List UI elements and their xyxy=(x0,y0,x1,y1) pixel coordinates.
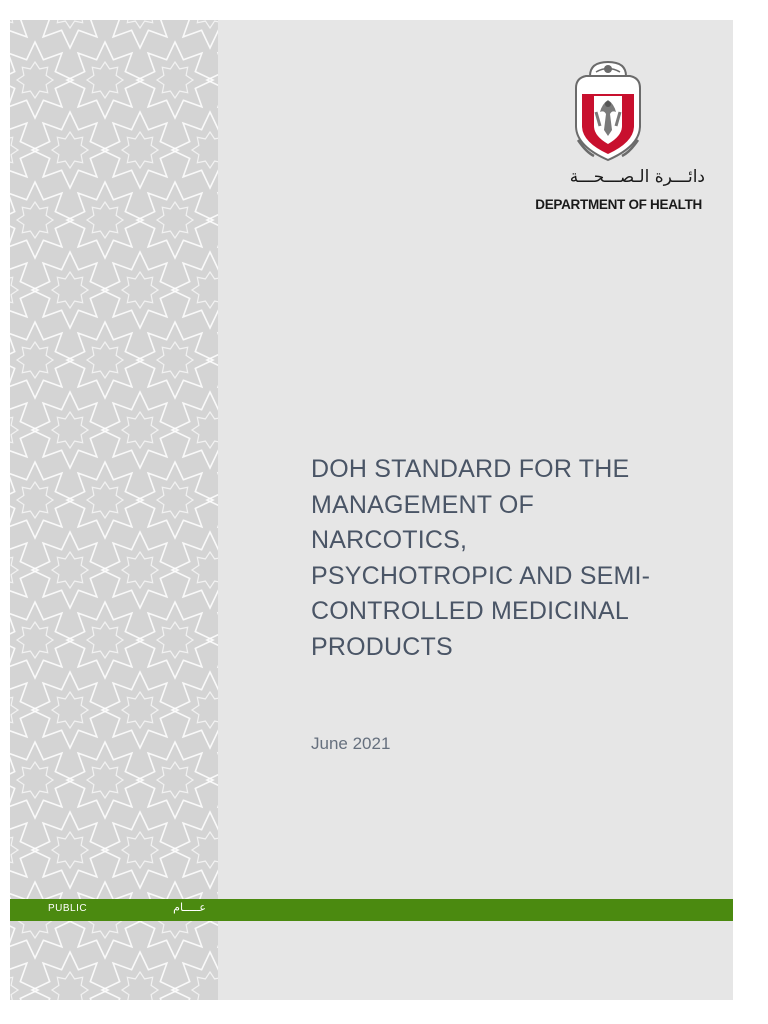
abu-dhabi-falcon-emblem-icon xyxy=(566,56,650,166)
pattern-star-inner xyxy=(192,972,218,1000)
pattern-star-inner xyxy=(122,552,158,588)
document-date: June 2021 xyxy=(311,734,391,753)
pattern-star xyxy=(32,532,108,608)
pattern-star-inner xyxy=(52,20,88,28)
pattern-star xyxy=(32,112,108,188)
pattern-star xyxy=(102,20,178,48)
pattern-star xyxy=(102,952,178,1000)
pattern-star-inner xyxy=(52,552,88,588)
pattern-star-inner xyxy=(157,762,193,798)
pattern-star-inner xyxy=(10,412,18,448)
pattern-star-inner xyxy=(192,832,218,868)
pattern-star-inner xyxy=(17,762,53,798)
pattern-star-inner xyxy=(10,692,18,728)
pattern-star-inner xyxy=(10,972,18,1000)
title-line: PSYCHOTROPIC AND SEMI- xyxy=(311,561,651,590)
pattern-star xyxy=(67,42,143,118)
pattern-star-inner xyxy=(122,972,158,1000)
pattern-star xyxy=(10,462,73,538)
document-title xyxy=(311,452,711,666)
pattern-star xyxy=(172,952,218,1000)
pattern-star-inner xyxy=(157,62,193,98)
pattern-star xyxy=(10,742,73,818)
pattern-star xyxy=(102,252,178,328)
pattern-star-inner xyxy=(17,622,53,658)
pattern-star-inner xyxy=(122,412,158,448)
pattern-star-inner xyxy=(52,832,88,868)
pattern-star xyxy=(10,322,73,398)
title-line: DOH STANDARD FOR THE xyxy=(311,455,630,483)
pattern-star xyxy=(102,812,178,888)
pattern-star-inner xyxy=(87,482,123,518)
pattern-star-inner xyxy=(17,202,53,238)
pattern-star xyxy=(67,322,143,398)
pattern-star-inner xyxy=(192,412,218,448)
pattern-star-inner xyxy=(122,692,158,728)
pattern-star xyxy=(67,602,143,678)
pattern-star xyxy=(67,462,143,538)
pattern-star-inner xyxy=(87,342,123,378)
pattern-star-inner xyxy=(10,20,18,28)
pattern-star xyxy=(32,20,108,48)
pattern-star-inner xyxy=(192,132,218,168)
pattern-star-inner xyxy=(10,272,18,308)
pattern-star-inner xyxy=(10,552,18,588)
pattern-star-inner xyxy=(10,132,18,168)
islamic-star-pattern xyxy=(10,20,218,1000)
pattern-star-inner xyxy=(87,62,123,98)
pattern-star-inner xyxy=(157,482,193,518)
pattern-star-inner xyxy=(87,762,123,798)
pattern-star-inner xyxy=(122,20,158,28)
pattern-star xyxy=(32,952,108,1000)
pattern-star-inner xyxy=(52,412,88,448)
pattern-star xyxy=(137,322,213,398)
title-line: PRODUCTS xyxy=(311,632,453,661)
pattern-star-inner xyxy=(122,272,158,308)
pattern-star-inner xyxy=(122,132,158,168)
title-line: CONTROLLED MEDICINAL xyxy=(311,597,629,626)
pattern-star xyxy=(67,182,143,258)
pattern-star-inner xyxy=(192,272,218,308)
geometric-pattern-strip xyxy=(10,20,218,1000)
document-cover-page xyxy=(10,20,733,1000)
pattern-star xyxy=(10,182,73,258)
pattern-star xyxy=(32,392,108,468)
pattern-star xyxy=(137,462,213,538)
pattern-star xyxy=(32,252,108,328)
pattern-star-inner xyxy=(87,622,123,658)
classification-label-arabic: عـــــام xyxy=(173,901,206,914)
pattern-star xyxy=(102,392,178,468)
pattern-star xyxy=(137,742,213,818)
pattern-star-inner xyxy=(52,132,88,168)
pattern-star-inner xyxy=(157,342,193,378)
pattern-star-inner xyxy=(192,20,218,28)
pattern-star-inner xyxy=(157,622,193,658)
title-line: NARCOTICS, xyxy=(311,526,468,555)
pattern-star-inner xyxy=(17,482,53,518)
pattern-star-inner xyxy=(52,272,88,308)
pattern-star-inner xyxy=(52,692,88,728)
classification-bar xyxy=(10,899,733,921)
department-name-arabic: دائـــرة الـصـــحـــة xyxy=(569,167,705,187)
pattern-star-inner xyxy=(17,62,53,98)
pattern-star xyxy=(32,812,108,888)
pattern-star xyxy=(10,602,73,678)
pattern-star-inner xyxy=(157,202,193,238)
classification-label-english: PUBLIC xyxy=(48,903,88,914)
pattern-star xyxy=(137,182,213,258)
pattern-star xyxy=(32,672,108,748)
pattern-star-inner xyxy=(122,832,158,868)
pattern-star xyxy=(67,742,143,818)
pattern-star xyxy=(137,42,213,118)
pattern-star-inner xyxy=(52,972,88,1000)
department-name-english: DEPARTMENT OF HEALTH xyxy=(535,197,702,212)
pattern-star xyxy=(137,602,213,678)
pattern-star xyxy=(102,112,178,188)
pattern-star xyxy=(102,532,178,608)
pattern-star-inner xyxy=(17,342,53,378)
pattern-star xyxy=(10,42,73,118)
pattern-star xyxy=(102,672,178,748)
title-line: MANAGEMENT OF xyxy=(311,490,534,519)
pattern-star xyxy=(172,20,218,48)
pattern-star-inner xyxy=(10,832,18,868)
pattern-star-inner xyxy=(192,552,218,588)
pattern-star-inner xyxy=(192,692,218,728)
pattern-star-inner xyxy=(87,202,123,238)
